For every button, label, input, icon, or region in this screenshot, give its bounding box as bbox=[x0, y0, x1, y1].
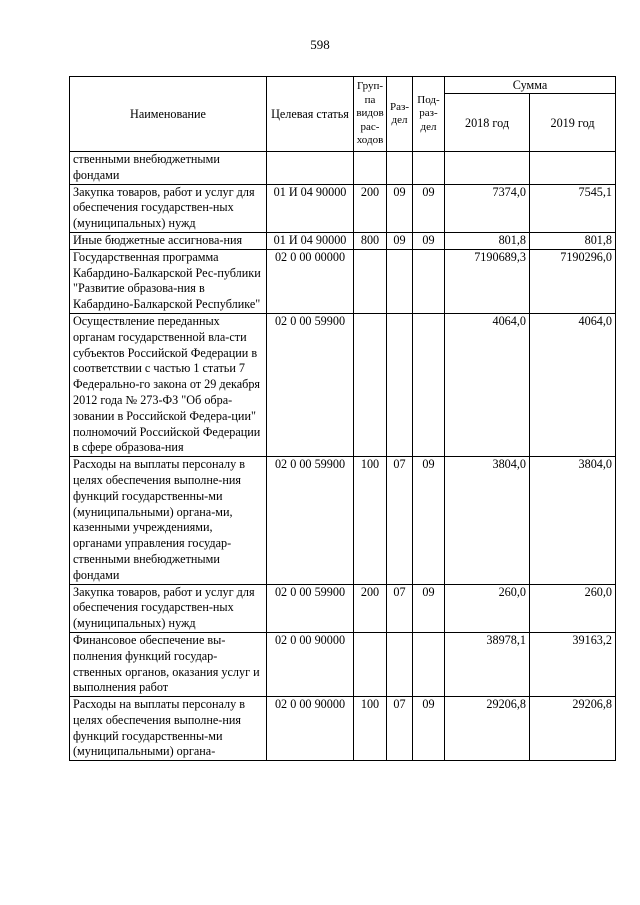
cell-section: 07 bbox=[387, 457, 413, 584]
cell-name: Финансовое обеспечение вы-полнения функций государ-ственных органов, оказания услуг и выполнения работ bbox=[70, 632, 267, 696]
cell-subsection: 09 bbox=[413, 584, 445, 632]
cell-target-article: 02 0 00 59900 bbox=[267, 457, 354, 584]
cell-subsection: 09 bbox=[413, 697, 445, 761]
cell-expense-group: 100 bbox=[354, 697, 387, 761]
cell-expense-group: 200 bbox=[354, 584, 387, 632]
cell-section: 09 bbox=[387, 232, 413, 249]
cell-name: Расходы на выплаты персоналу в целях обеспечения выполне-ния функций государственны-ми (муниципальными) органа-ми, казенными учреждениями, органами управления государ-ственными внебюджетными фондами bbox=[70, 457, 267, 584]
cell-target-article: 02 0 00 59900 bbox=[267, 584, 354, 632]
cell-expense-group bbox=[354, 313, 387, 456]
cell-name: Закупка товаров, работ и услуг для обеспечения государствен-ных (муниципальных) нужд bbox=[70, 184, 267, 232]
cell-section bbox=[387, 632, 413, 696]
cell-expense-group: 800 bbox=[354, 232, 387, 249]
cell-target-article: 02 0 00 90000 bbox=[267, 697, 354, 761]
cell-target-article bbox=[267, 152, 354, 185]
cell-subsection bbox=[413, 632, 445, 696]
cell-name: ственными внебюджетными фондами bbox=[70, 152, 267, 185]
table-row bbox=[70, 249, 616, 313]
table-row bbox=[70, 697, 616, 761]
cell-sum-2019: 260,0 bbox=[530, 584, 616, 632]
cell-subsection bbox=[413, 313, 445, 456]
cell-target-article: 02 0 00 59900 bbox=[267, 313, 354, 456]
cell-name: Иные бюджетные ассигнова-ния bbox=[70, 232, 267, 249]
cell-expense-group bbox=[354, 249, 387, 313]
cell-subsection: 09 bbox=[413, 457, 445, 584]
cell-name: Государственная программа Кабардино-Балкарской Рес-публики "Развитие образова-ния в Кабардино-Балкарской Республике" bbox=[70, 249, 267, 313]
cell-sum-2019: 801,8 bbox=[530, 232, 616, 249]
cell-target-article: 01 И 04 90000 bbox=[267, 232, 354, 249]
cell-expense-group: 100 bbox=[354, 457, 387, 584]
cell-subsection: 09 bbox=[413, 184, 445, 232]
cell-sum-2019: 4064,0 bbox=[530, 313, 616, 456]
header-target-article: Целевая статья bbox=[267, 77, 354, 152]
table-row bbox=[70, 184, 616, 232]
cell-expense-group: 200 bbox=[354, 184, 387, 232]
table-row bbox=[70, 457, 616, 584]
table-row bbox=[70, 313, 616, 456]
cell-sum-2018: 38978,1 bbox=[445, 632, 530, 696]
table-row bbox=[70, 584, 616, 632]
cell-target-article: 02 0 00 90000 bbox=[267, 632, 354, 696]
cell-name: Закупка товаров, работ и услуг для обеспечения государствен-ных (муниципальных) нужд bbox=[70, 584, 267, 632]
cell-sum-2018: 7374,0 bbox=[445, 184, 530, 232]
table-row bbox=[70, 632, 616, 696]
cell-target-article: 01 И 04 90000 bbox=[267, 184, 354, 232]
cell-sum-2018: 4064,0 bbox=[445, 313, 530, 456]
cell-expense-group bbox=[354, 632, 387, 696]
cell-subsection bbox=[413, 152, 445, 185]
header-subsection: Под-раз-дел bbox=[413, 77, 445, 152]
cell-sum-2019: 29206,8 bbox=[530, 697, 616, 761]
cell-sum-2019: 7545,1 bbox=[530, 184, 616, 232]
cell-section bbox=[387, 249, 413, 313]
cell-sum-2019 bbox=[530, 152, 616, 185]
cell-target-article: 02 0 00 00000 bbox=[267, 249, 354, 313]
cell-sum-2018: 3804,0 bbox=[445, 457, 530, 584]
table-row bbox=[70, 152, 616, 185]
cell-sum-2018 bbox=[445, 152, 530, 185]
header-sum: Сумма bbox=[445, 77, 616, 94]
table-body bbox=[70, 152, 616, 761]
cell-sum-2018: 801,8 bbox=[445, 232, 530, 249]
header-section: Раз-дел bbox=[387, 77, 413, 152]
cell-sum-2019: 39163,2 bbox=[530, 632, 616, 696]
header-year-2019: 2019 год bbox=[530, 94, 616, 152]
cell-sum-2018: 7190689,3 bbox=[445, 249, 530, 313]
cell-subsection: 09 bbox=[413, 232, 445, 249]
cell-section: 07 bbox=[387, 697, 413, 761]
cell-section bbox=[387, 152, 413, 185]
cell-name: Расходы на выплаты персоналу в целях обеспечения выполне-ния функций государственны-ми (муниципальными) органа- bbox=[70, 697, 267, 761]
header-name: Наименование bbox=[70, 77, 267, 152]
budget-table bbox=[69, 76, 616, 761]
cell-section: 09 bbox=[387, 184, 413, 232]
cell-sum-2018: 260,0 bbox=[445, 584, 530, 632]
cell-sum-2019: 3804,0 bbox=[530, 457, 616, 584]
table-row bbox=[70, 232, 616, 249]
cell-sum-2019: 7190296,0 bbox=[530, 249, 616, 313]
header-year-2018: 2018 год bbox=[445, 94, 530, 152]
cell-section bbox=[387, 313, 413, 456]
header-expense-group: Груп-па видов рас-ходов bbox=[354, 77, 387, 152]
cell-expense-group bbox=[354, 152, 387, 185]
cell-subsection bbox=[413, 249, 445, 313]
cell-sum-2018: 29206,8 bbox=[445, 697, 530, 761]
cell-name: Осуществление переданных органам государственной вла-сти субъектов Российской Федерации в соответствии с частью 1 статьи 7 Федерально-го закона от 29 декабря 2012 года № 273-ФЗ "Об обра-зовании в Российской Федера-ции" полномочий Российской Федерации в сфере образова-ния bbox=[70, 313, 267, 456]
page-number: 598 bbox=[310, 37, 330, 52]
cell-section: 07 bbox=[387, 584, 413, 632]
